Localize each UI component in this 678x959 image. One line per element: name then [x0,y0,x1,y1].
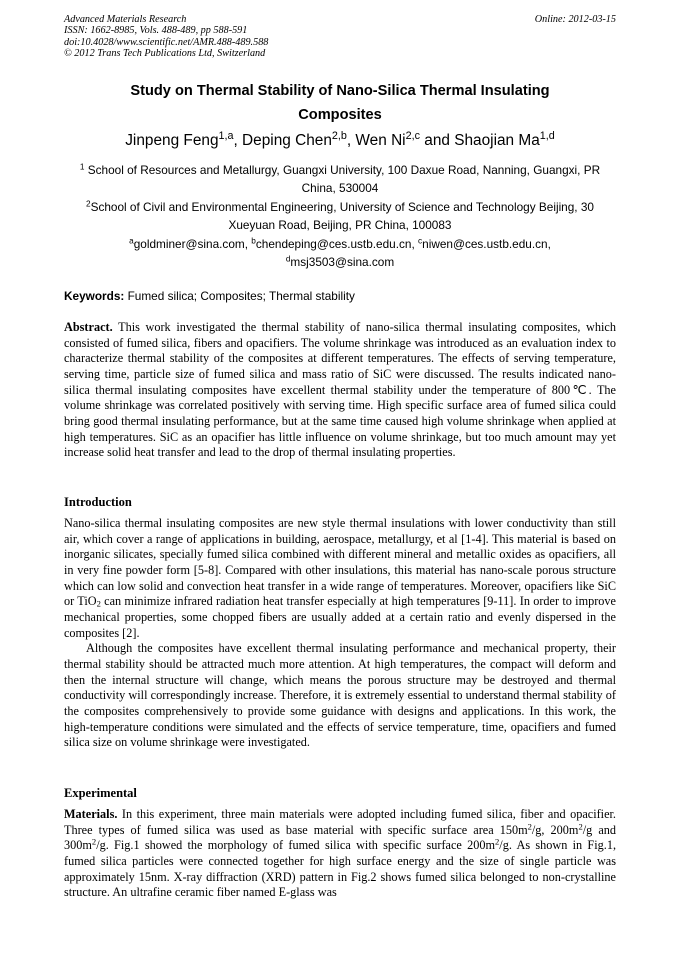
keywords-text: Fumed silica; Composites; Thermal stability [124,289,355,303]
introduction-section [64,494,616,751]
section-heading: Introduction [64,495,132,509]
author-name: Shaojian Ma [454,132,540,149]
affiliation-mark: 1 [79,162,85,172]
materials-text: /g. As shown in Fig.1, fumed silica particles were connected together for high surface energy and the size of single particle was approximately 15nm. X-ray diffraction (XRD) pattern in Fig.2 shows fumed silica belonged to non-crystalline structure. An ultrafine ceramic fiber named E-glass was [64,838,617,900]
author-name: Jinpeng Feng [125,132,219,149]
subscript: 2 [96,598,101,609]
author-sup: 2,b [331,130,347,143]
journal-header [64,14,616,59]
affiliation-1-cont: China, 530004 [301,181,379,196]
superscript: 2 [91,836,97,847]
author-name: Deping Chen [242,132,332,149]
email-line-2 [64,253,616,271]
email-address: msj3503@sina.com [290,255,395,270]
materials-text: /g and 300m [64,822,617,853]
author-separator: and [419,132,455,149]
issn-line: ISSN: 1662-8985, Vols. 488-489, pp 588-591 [64,25,248,37]
intro-text: can minimize infrared radiation heat transfer especially at high temperatures [9-11]. In order to improve mechanical properties, some chopped fibers are usually added at a certain ratio and evenly dispersed in the composites [2]. [64,594,616,640]
journal-name: Advanced Materials Research [64,14,187,25]
abstract-label: Abstract. [64,320,113,334]
doi-line: doi:10.4028/www.scientific.net/AMR.488-489.588 [64,36,269,48]
email-mark: c [418,236,423,246]
email-mark: b [251,236,256,246]
materials-text: In this experiment, three main materials were adopted including fumed silica, fiber and opacifier. Three types of fumed silica was used as base material with specific surface area 150m [64,807,616,837]
author-name: Wen Ni [355,132,406,149]
intro-paragraph-2: Although the composites have excellent thermal insulating performance and mechanical property, their thermal stability should be attracted much more attention. At high temperatures, the compact will deform and then the internal structure will change, which means the porous structure may be destroyed and thermal conductivity will correspondingly increase. Therefore, it is extremely essential to understand thermal stability of the composites comprehensively to provide some guidance with designs and applications. In this work, the high-temperature conditions were simulated and the effects of service temperature, time, opacifiers and fumed silica size on volume shrinkage were investigated. [64,641,616,750]
paper-title [64,79,616,127]
affiliation-mark: 2 [85,199,91,209]
superscript: 2 [578,820,583,831]
superscript: 2 [495,836,500,847]
email-address: chendeping@ces.ustb.edu.cn, [255,236,419,251]
email-mark: a [129,236,134,246]
affiliations [64,161,616,271]
affiliation-text: School of Resources and Metallurgy, Guangxi University, 100 Daxue Road, Nanning, Guangxi, PR [84,163,601,177]
abstract-section [64,320,616,461]
author-sup: 1,d [539,130,555,143]
section-heading: Experimental [64,786,137,800]
author-sup: 2,c [405,130,420,143]
superscript: 2 [527,820,532,831]
email-address: niwen@ces.ustb.edu.cn, [422,236,551,251]
materials-text: /g, 200m [531,822,579,837]
email-line-1 [64,235,616,253]
experimental-section [64,785,616,901]
materials-label: Materials. [64,807,118,821]
online-date: Online: 2012-03-15 [534,14,616,25]
author-list [64,131,616,150]
keywords-label: Keywords: [64,289,125,303]
abstract-paragraph [64,320,616,461]
author-separator: , [233,132,243,149]
copyright-line: © 2012 Trans Tech Publications Ltd, Switzerland [64,47,266,59]
materials-text: /g. Fig.1 showed the morphology of fumed silica with specific surface 200m [96,838,496,853]
title-line-2: Composites [298,107,382,123]
affiliation-text: School of Civil and Environmental Engineering, University of Science and Technology Beijing, 30 [90,199,594,214]
abstract-text: This work investigated the thermal stability of nano-silica thermal insulating composites, which consisted of fumed silica, fibers and opacifiers. The volume shrinkage was introduced as an evaluation index to characterize thermal stability of the composites at different temperatures. The effects of serving temperature, serving time, particle size of fumed silica and mass ratio of SiC were discussed. The results indicated nano-silica thermal insulating composites have excellent thermal stability under the temperature of 800℃. The volume shrinkage was correlated positively with serving time. High specific surface area of fumed silica could bring good thermal insulating performance, but at the same time caused high volume shrinkage when applied at high temperatures. SiC as an opacifier has little influence on volume shrinkage, but too much amount may yet increase solid heat transfer and lead to the drop of thermal insulating properties. [64,320,616,460]
author-separator: , [346,132,356,149]
title-line-1: Study on Thermal Stability of Nano-Silica Thermal Insulating [130,83,550,99]
email-mark: d [285,254,291,264]
affiliation-1 [64,161,616,179]
author-sup: 1,a [218,130,234,143]
affiliation-2-cont: Xueyuan Road, Beijing, PR China, 100083 [228,218,452,233]
materials-paragraph [64,807,616,901]
intro-text: Nano-silica thermal insulating composites are new style thermal insulations with lower conductivity than still air, which cover a range of applications in building, aerospace, metallurgy, et al [1-4]. This material is based on inorganic silicates, specially fumed silica combined with different mineral and metallic oxides as opacifiers, all in very fine powder form [5-8]. Compared with other insulations, this material has nano-scale porous structure which can low solid and convection heat transfer in a wide range of temperatures. Moreover, opacifiers like SiC or TiO [64,516,616,609]
intro-paragraph-1 [64,516,616,641]
keywords [64,288,616,304]
affiliation-2 [64,198,616,216]
email-address: goldminer@sina.com, [133,236,252,251]
